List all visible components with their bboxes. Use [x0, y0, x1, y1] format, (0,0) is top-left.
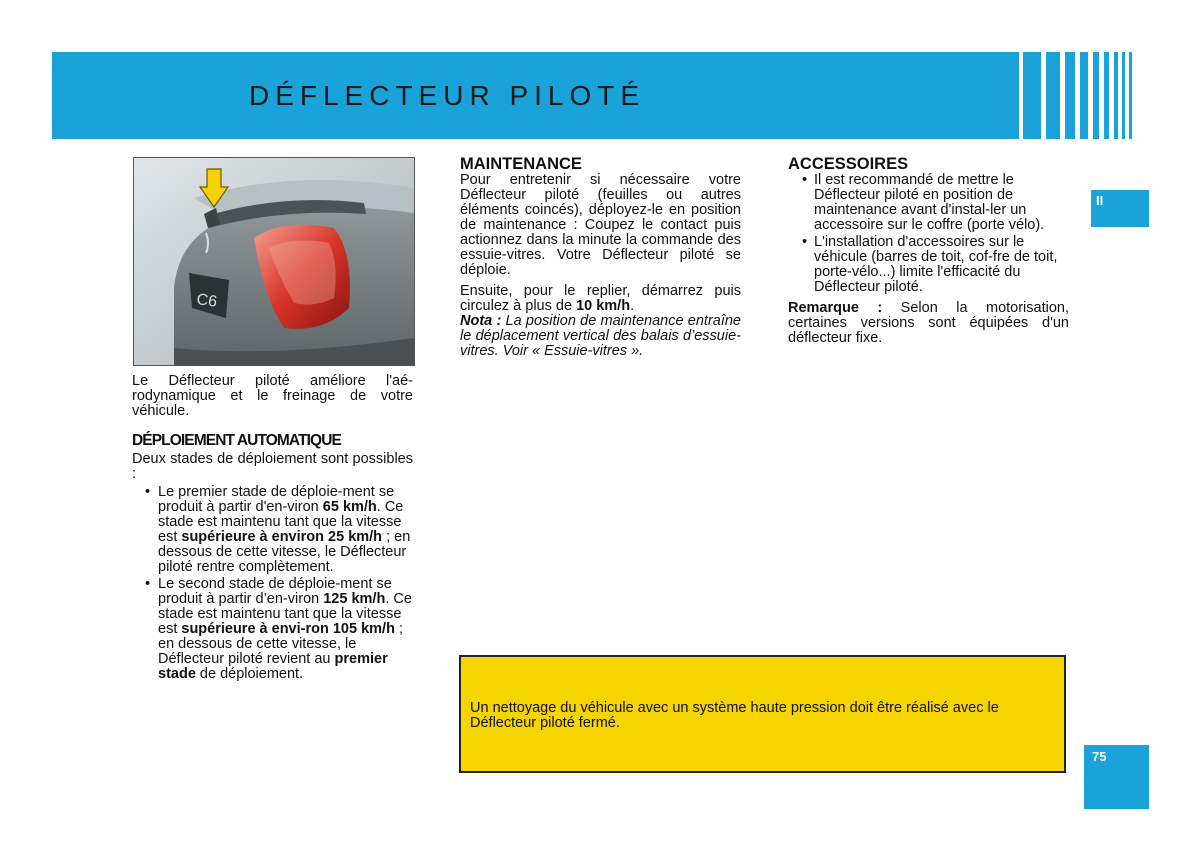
down-arrow-icon [198, 167, 230, 211]
warning-box [459, 655, 1066, 773]
list-item: • Le second stade de déploie-ment se produit à partir d’en-viron 125 km/h. Ce stade est maintenu tant que la vitesse est supérieure à envi-ron 105 km/h ; en dessous de cette vitesse, le Déflecteur piloté revient au premier stade de déploiement. [145, 576, 412, 682]
header-stripe [1104, 52, 1109, 139]
deploy-intro: Deux stades de déploiement sont possibles : [132, 451, 413, 482]
maintenance-column [460, 155, 741, 359]
header-stripe [1023, 52, 1041, 139]
nota-text: Nota : La position de maintenance entraîne le déplacement vertical des balais d’essuie-vitres. Voir « Essuie-vitres ». [460, 313, 741, 359]
intro-text: Le Déflecteur piloté améliore l'aé-rodynamique et le freinage de votre véhicule. [132, 373, 413, 419]
header-stripe [1122, 52, 1125, 139]
bullet-dot: • [802, 172, 808, 188]
page-number-box [1084, 745, 1149, 809]
plate-text: C6 [195, 291, 219, 311]
list-item: • L'installation d'accessoires sur le véhicule (barres de toit, cof-fre de toit, porte-vélo...) limite l'efficacité du Déflecteur piloté. [802, 234, 1058, 295]
bullet-dot: • [145, 484, 151, 500]
bullet-dot: • [802, 234, 808, 250]
deploy-heading: DÉPLOIEMENT AUTOMATIQUE [132, 432, 341, 449]
car-rear-photo [133, 157, 415, 366]
accessories-column [788, 155, 1069, 346]
chapter-tab-label: II [1096, 193, 1104, 208]
maintenance-para: Pour entretenir si nécessaire votre Déflecteur piloté (feuilles ou autres éléments coincés), déployez-le en position de maintenance : Coupez le contact puis actionnez dans la minute la commande des essuie-vitres. Votre Déflecteur piloté se déploie. [460, 172, 741, 278]
maintenance-heading: MAINTENANCE [460, 155, 582, 173]
header-stripe [1093, 52, 1099, 139]
list-item: • Le premier stade de déploie-ment se produit à partir d'en-viron 65 km/h. Ce stade est maintenu tant que la vitesse est supérieure à environ 25 km/h ; en dessous de cette vitesse, le Déflecteur piloté rentre complètement. [145, 484, 411, 575]
left-column [132, 374, 413, 482]
chapter-tab [1091, 190, 1149, 227]
header-stripe [1080, 52, 1088, 139]
header-stripe [1114, 52, 1118, 139]
deploy-list [132, 485, 413, 682]
list-item: • Il est recommandé de mettre le Déflecteur piloté en position de maintenance avant d'instal-ler un accessoire sur le coffre (porte vélo). [802, 172, 1045, 233]
header-stripe [1129, 52, 1132, 139]
header-stripe [1065, 52, 1075, 139]
bullet-dot: • [145, 576, 151, 592]
accessories-heading: ACCESSOIRES [788, 155, 909, 173]
maintenance-para-2: Ensuite, pour le replier, démarrez puis circulez à plus de 10 km/h. [460, 283, 741, 314]
remark-text: Remarque : Selon la motorisation, certaines versions sont équipées d'un déflecteur fixe. [788, 300, 1069, 346]
page-number: 75 [1092, 749, 1107, 764]
warning-text: Un nettoyage du véhicule avec un système haute pression doit être réalisé avec le Déflecteur piloté fermé. [470, 700, 999, 731]
header-stripe [1046, 52, 1060, 139]
page-title: DÉFLECTEUR PILOTÉ [248, 79, 646, 111]
